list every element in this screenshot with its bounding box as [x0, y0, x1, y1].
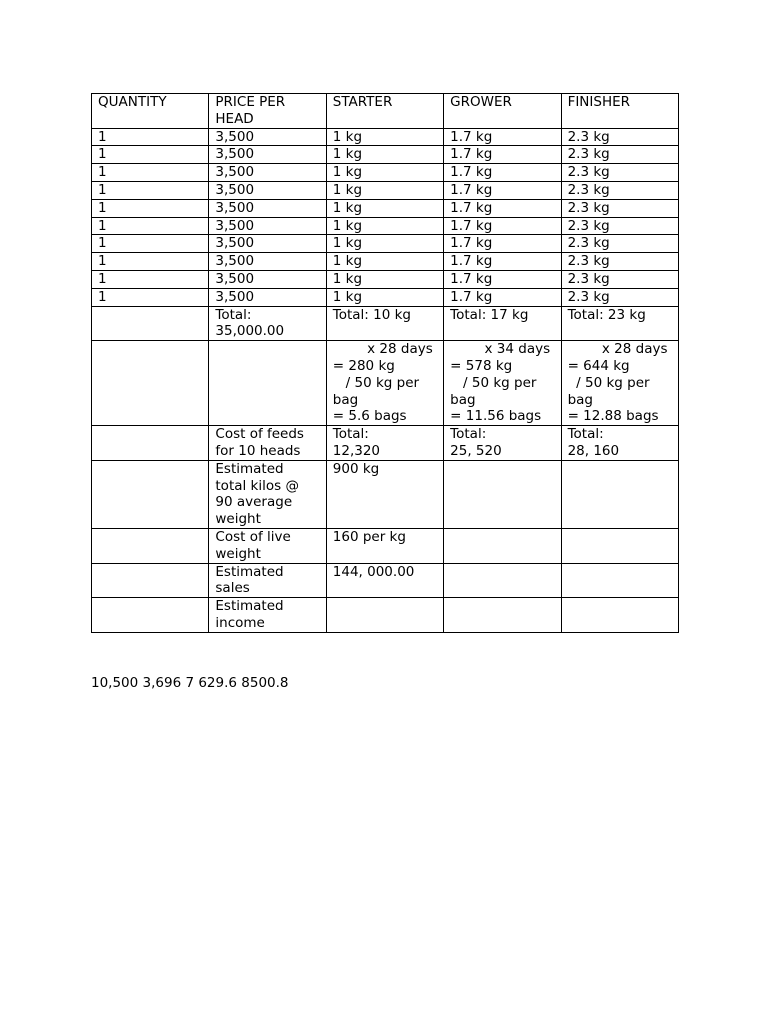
totals-row	[92, 306, 679, 341]
feed-costs-row-price-per-head-cell: Cost of feeds for 10 heads	[209, 426, 326, 461]
item-row-price-per-head-cell: 3,500	[209, 181, 326, 199]
item-row	[92, 235, 679, 253]
calculations-row-starter-cell: x 28 days = 280 kg / 50 kg per bag = 5.6 bags	[326, 341, 443, 426]
calculations-row-quantity-cell	[92, 341, 209, 426]
item-row	[92, 146, 679, 164]
estimated-sales-row-grower-cell	[444, 563, 561, 598]
live-weight-cost-row	[92, 528, 679, 563]
header-row-grower-cell: GROWER	[444, 94, 561, 129]
item-row-price-per-head-cell: 3,500	[209, 217, 326, 235]
item-row-price-per-head-cell: 3,500	[209, 235, 326, 253]
item-row-quantity-cell: 1	[92, 146, 209, 164]
header-row-starter-cell: STARTER	[326, 94, 443, 129]
item-row-quantity-cell: 1	[92, 288, 209, 306]
estimated-sales-row-price-per-head-cell: Estimated sales	[209, 563, 326, 598]
feed-costs-row-grower-cell: Total: 25, 520	[444, 426, 561, 461]
feed-cost-table-body	[92, 94, 679, 633]
item-row-quantity-cell: 1	[92, 217, 209, 235]
calculations-row-finisher-cell: x 28 days = 644 kg / 50 kg per bag = 12.88 bags	[561, 341, 678, 426]
estimated-kilos-row-starter-cell: 900 kg	[326, 460, 443, 528]
estimated-kilos-row	[92, 460, 679, 528]
item-row-grower-cell: 1.7 kg	[444, 146, 561, 164]
estimated-kilos-row-grower-cell	[444, 460, 561, 528]
item-row-price-per-head-cell: 3,500	[209, 146, 326, 164]
item-row-finisher-cell: 2.3 kg	[561, 181, 678, 199]
item-row-starter-cell: 1 kg	[326, 270, 443, 288]
item-row-starter-cell: 1 kg	[326, 146, 443, 164]
item-row	[92, 164, 679, 182]
calculations-row-price-per-head-cell	[209, 341, 326, 426]
item-row-starter-cell: 1 kg	[326, 217, 443, 235]
live-weight-cost-row-finisher-cell	[561, 528, 678, 563]
item-row-starter-cell: 1 kg	[326, 181, 443, 199]
item-row	[92, 253, 679, 271]
item-row-finisher-cell: 2.3 kg	[561, 270, 678, 288]
estimated-kilos-row-quantity-cell	[92, 460, 209, 528]
item-row-starter-cell: 1 kg	[326, 253, 443, 271]
estimated-sales-row-quantity-cell	[92, 563, 209, 598]
calculations-row	[92, 341, 679, 426]
item-row-price-per-head-cell: 3,500	[209, 288, 326, 306]
item-row-finisher-cell: 2.3 kg	[561, 288, 678, 306]
estimated-sales-row	[92, 563, 679, 598]
footer-figures: 10,500 3,696 7 629.6 8500.8	[91, 675, 289, 691]
item-row-starter-cell: 1 kg	[326, 235, 443, 253]
item-row-quantity-cell: 1	[92, 235, 209, 253]
item-row-price-per-head-cell: 3,500	[209, 253, 326, 271]
item-row-starter-cell: 1 kg	[326, 128, 443, 146]
estimated-income-row-starter-cell	[326, 598, 443, 633]
totals-row-quantity-cell	[92, 306, 209, 341]
estimated-kilos-row-finisher-cell	[561, 460, 678, 528]
estimated-income-row-price-per-head-cell: Estimated income	[209, 598, 326, 633]
item-row-grower-cell: 1.7 kg	[444, 253, 561, 271]
totals-row-starter-cell: Total: 10 kg	[326, 306, 443, 341]
live-weight-cost-row-grower-cell	[444, 528, 561, 563]
calculations-row-grower-cell: x 34 days = 578 kg / 50 kg per bag = 11.56 bags	[444, 341, 561, 426]
item-row-quantity-cell: 1	[92, 253, 209, 271]
feed-costs-row	[92, 426, 679, 461]
item-row-finisher-cell: 2.3 kg	[561, 128, 678, 146]
item-row-price-per-head-cell: 3,500	[209, 270, 326, 288]
estimated-income-row-quantity-cell	[92, 598, 209, 633]
estimated-income-row-finisher-cell	[561, 598, 678, 633]
item-row-quantity-cell: 1	[92, 270, 209, 288]
header-row-price-per-head-cell: PRICE PER HEAD	[209, 94, 326, 129]
item-row-quantity-cell: 1	[92, 199, 209, 217]
header-row-finisher-cell: FINISHER	[561, 94, 678, 129]
item-row-starter-cell: 1 kg	[326, 288, 443, 306]
item-row-finisher-cell: 2.3 kg	[561, 217, 678, 235]
live-weight-cost-row-quantity-cell	[92, 528, 209, 563]
feed-cost-table	[91, 93, 679, 633]
item-row-price-per-head-cell: 3,500	[209, 199, 326, 217]
item-row-starter-cell: 1 kg	[326, 199, 443, 217]
item-row	[92, 217, 679, 235]
item-row-grower-cell: 1.7 kg	[444, 181, 561, 199]
item-row-finisher-cell: 2.3 kg	[561, 235, 678, 253]
item-row-quantity-cell: 1	[92, 164, 209, 182]
item-row-grower-cell: 1.7 kg	[444, 164, 561, 182]
item-row-finisher-cell: 2.3 kg	[561, 199, 678, 217]
item-row	[92, 199, 679, 217]
estimated-income-row-grower-cell	[444, 598, 561, 633]
live-weight-cost-row-starter-cell: 160 per kg	[326, 528, 443, 563]
totals-row-price-per-head-cell: Total: 35,000.00	[209, 306, 326, 341]
item-row-grower-cell: 1.7 kg	[444, 288, 561, 306]
item-row	[92, 181, 679, 199]
totals-row-grower-cell: Total: 17 kg	[444, 306, 561, 341]
estimated-sales-row-finisher-cell	[561, 563, 678, 598]
item-row-quantity-cell: 1	[92, 181, 209, 199]
header-row-quantity-cell: QUANTITY	[92, 94, 209, 129]
feed-costs-row-starter-cell: Total: 12,320	[326, 426, 443, 461]
estimated-sales-row-starter-cell: 144, 000.00	[326, 563, 443, 598]
item-row-grower-cell: 1.7 kg	[444, 235, 561, 253]
item-row-price-per-head-cell: 3,500	[209, 128, 326, 146]
item-row-grower-cell: 1.7 kg	[444, 128, 561, 146]
item-row-starter-cell: 1 kg	[326, 164, 443, 182]
item-row-grower-cell: 1.7 kg	[444, 199, 561, 217]
item-row	[92, 288, 679, 306]
header-row	[92, 94, 679, 129]
live-weight-cost-row-price-per-head-cell: Cost of live weight	[209, 528, 326, 563]
feed-costs-row-quantity-cell	[92, 426, 209, 461]
feed-costs-row-finisher-cell: Total: 28, 160	[561, 426, 678, 461]
totals-row-finisher-cell: Total: 23 kg	[561, 306, 678, 341]
item-row-finisher-cell: 2.3 kg	[561, 146, 678, 164]
estimated-kilos-row-price-per-head-cell: Estimated total kilos @ 90 average weight	[209, 460, 326, 528]
estimated-income-row	[92, 598, 679, 633]
item-row-grower-cell: 1.7 kg	[444, 217, 561, 235]
item-row-quantity-cell: 1	[92, 128, 209, 146]
item-row	[92, 128, 679, 146]
item-row	[92, 270, 679, 288]
item-row-finisher-cell: 2.3 kg	[561, 164, 678, 182]
item-row-finisher-cell: 2.3 kg	[561, 253, 678, 271]
item-row-price-per-head-cell: 3,500	[209, 164, 326, 182]
item-row-grower-cell: 1.7 kg	[444, 270, 561, 288]
